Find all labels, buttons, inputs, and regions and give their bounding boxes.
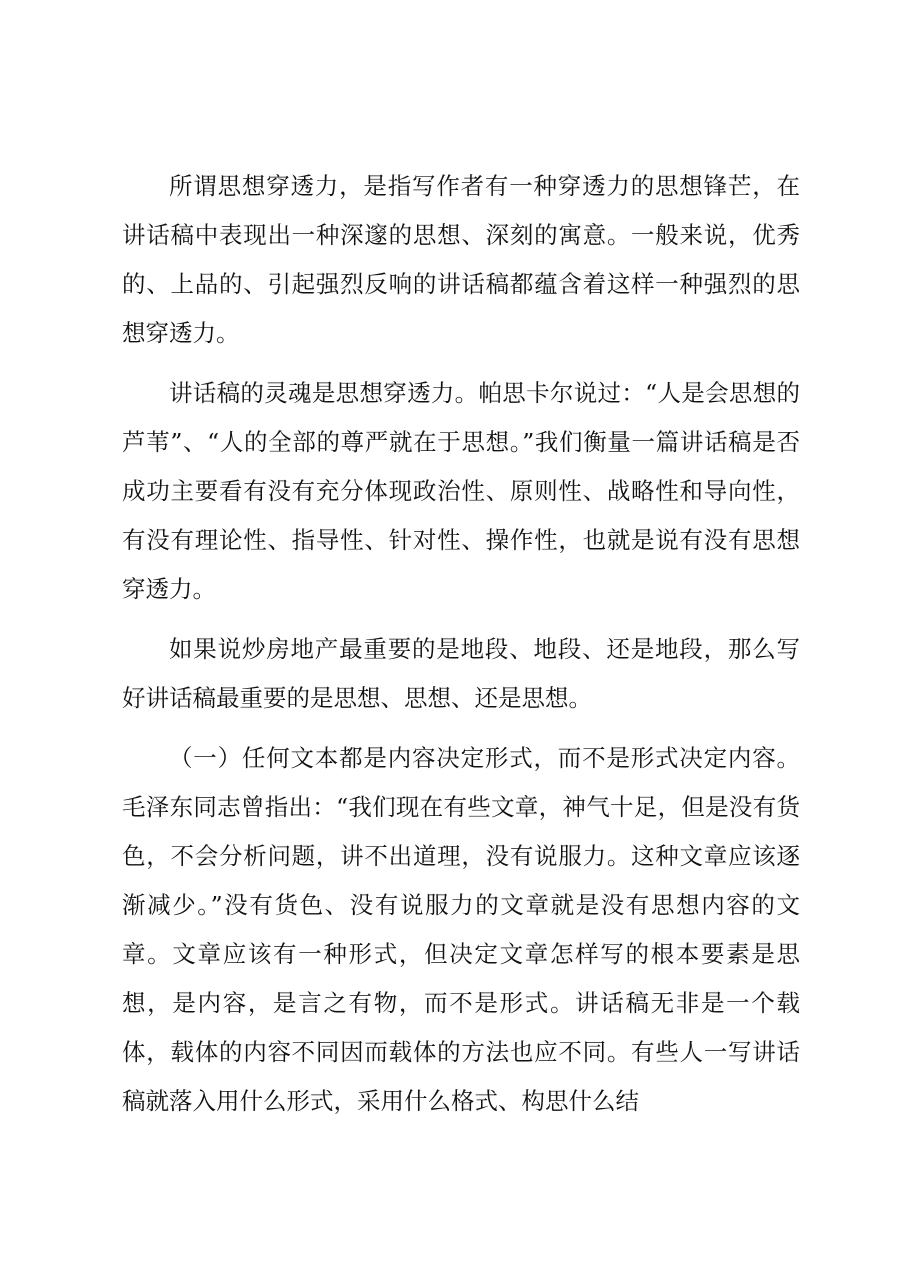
- document-body: [122, 162, 800, 1137]
- paragraph-3: 如果说炒房地产最重要的是地段、地段、还是地段，那么写好讲话稿最重要的是思想、思想、还是思想。: [122, 635, 800, 712]
- paragraph-1: 所谓思想穿透力，是指写作者有一种穿透力的思想锋芒，在讲话稿中表现出一种深邃的思想、深刻的寓意。一般来说，优秀的、上品的、引起强烈反响的讲话稿都蕴含着这样一种强烈的思想穿透力。: [122, 172, 800, 347]
- paragraph-4: （一）任何文本都是内容决定形式，而不是形式决定内容。毛泽东同志曾指出：“我们现在有些文章，神气十足，但是没有货色，不会分析问题，讲不出道理，没有说服力。这种文章应该逐渐减少。”没有货色、没有说服力的文章就是没有思想内容的文章。文章应该有一种形式，但决定文章怎样写的根本要素是思想，是内容，是言之有物，而不是形式。讲话稿无非是一个载体，载体的内容不同因而载体的方法也应不同。有些人一写讲话稿就落入用什么形式，采用什么格式、构思什么结: [122, 744, 800, 1115]
- paragraph-2: 讲话稿的灵魂是思想穿透力。帕思卡尔说过：“人是会思想的芦苇”、“人的全部的尊严就在于思想。”我们衡量一篇讲话稿是否成功主要看有没有充分体现政治性、原则性、战略性和导向性，有没有理论性、指导性、针对性、操作性，也就是说有没有思想穿透力。: [122, 379, 800, 603]
